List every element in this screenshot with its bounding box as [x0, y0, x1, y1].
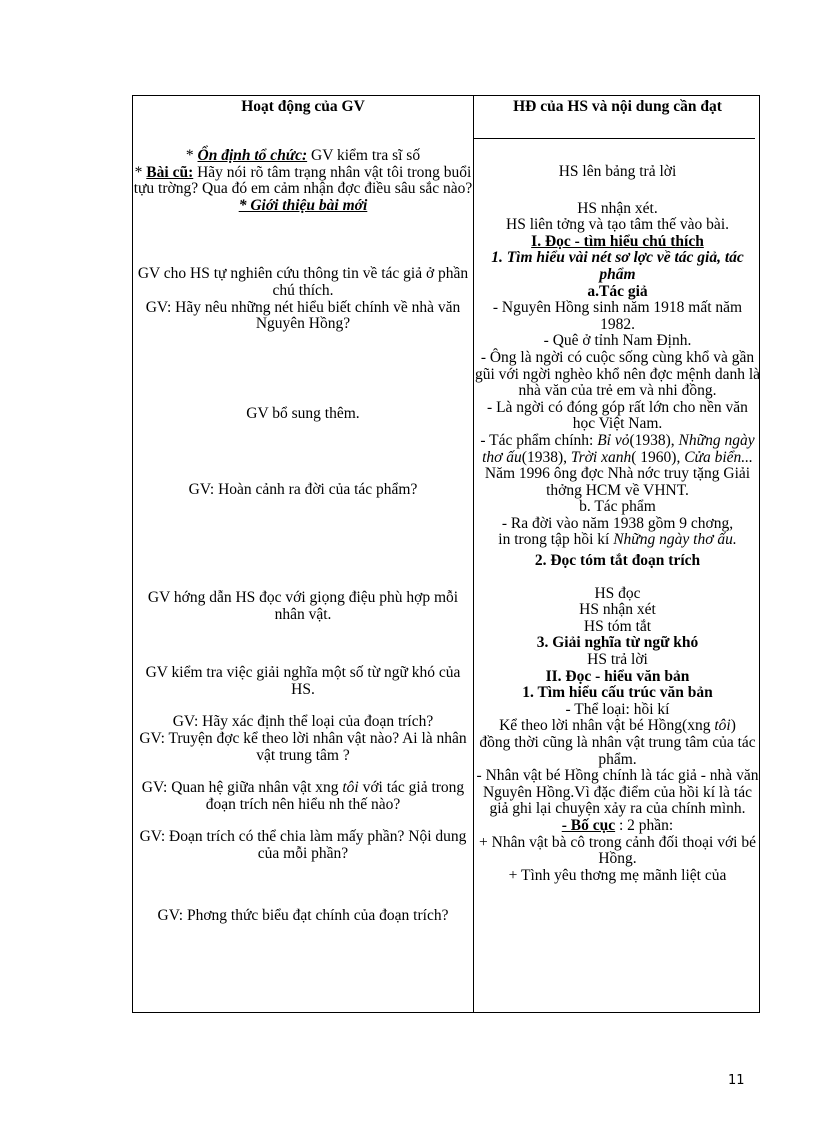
author-fact-2: - Quê ở tỉnh Nam Định.	[543, 332, 692, 350]
teacher-q7: GV: Hãy xác định thể loại của đoạn trích?	[172, 713, 434, 731]
student-hs4: HS trả lời	[587, 651, 648, 669]
character-author-line: - Nhân vật bé Hồng chính là tác giả - nhà văn Nguyên Hồng.Vì đặc điểm của hồi kí là tác giả ghi lại chuyện xảy ra của chính mình.	[476, 767, 759, 818]
structure-part-2: + Tình yêu thơng mẹ mãnh liệt của	[508, 866, 727, 884]
subheading-2: 2. Đọc tóm tắt đoạn trích	[534, 552, 701, 570]
student-r1: HS lên bảng trả lời	[558, 163, 677, 180]
narrator-line: Kể theo lời nhân vật bé Hồng(xng tôi)	[499, 717, 736, 735]
on-dinh-line: * Ổn định tổ chức: GV kiểm tra sĩ số	[185, 147, 421, 164]
header-student-activity: HĐ của HS và nội dung cần đạt	[513, 98, 722, 115]
header-teacher-activity: Hoạt động của GV	[241, 98, 365, 115]
teacher-q8: GV: Truyện đợc kể theo lời nhân vật nào? Ai là nhân vật trung tâm ?	[139, 729, 467, 764]
header-rule	[473, 138, 755, 139]
structure-line: - Bố cục : 2 phần:	[561, 816, 674, 834]
author-fact-1: - Nguyên Hồng sinh năm 1918 mất năm 1982.	[492, 299, 743, 333]
author-award: Năm 1996 ông đợc Nhà nớc truy tặng Giải thởng HCM về VHNT.	[484, 465, 751, 499]
page-number: 11	[728, 1073, 745, 1088]
genre-line: - Thể loại: hồi kí	[565, 700, 670, 718]
teacher-q6: GV kiểm tra việc giải nghĩa một số từ ngữ khó của HS.	[145, 664, 461, 698]
teacher-q2: GV: Hãy nêu những nét hiểu biết chính về nhà văn Nguyên Hồng?	[145, 298, 461, 333]
bai-cu-label: Bài cũ:	[146, 163, 194, 181]
teacher-q1: GV cho HS tự nghiên cứu thông tin về tác giả ở phần chú thích.	[137, 265, 469, 299]
tac-pham-heading: b. Tác phẩm	[579, 498, 656, 516]
gioi-thieu-bai-moi: * Giới thiệu bài mới	[238, 196, 368, 214]
student-hs1: HS đọc	[594, 584, 641, 602]
section-heading-1: I. Đọc - tìm hiểu chú thích	[531, 232, 704, 250]
student-hs2: HS nhận xét	[579, 601, 656, 619]
author-fact-3: - Ông là ngời có cuộc sống cùng khổ và gần gũi với ngời nghèo khổ nên đợc mệnh danh là nhà văn của trẻ em và nhi đồng.	[474, 348, 761, 400]
student-r3: HS liên tởng và tạo tâm thế vào bài.	[506, 216, 729, 234]
subheading-1: 1. Tìm hiểu vài nét sơ lợc về tác giả, tác phẩm	[491, 249, 744, 283]
teacher-q11: GV: Phơng thức biểu đạt chính của đoạn trích?	[157, 907, 449, 925]
student-column	[474, 148, 761, 884]
on-dinh-label: Ổn định tổ chức:	[197, 147, 308, 164]
structure-part-1: + Nhân vật bà cô trong cảnh đối thoại với bé Hồng.	[479, 833, 756, 868]
teacher-q10: GV: Đoạn trích có thể chia làm mấy phần? Nội dung của mỗi phần?	[139, 828, 467, 862]
tac-gia-heading: a.Tác giả	[587, 282, 648, 300]
author-fact-4: - Là ngời có đóng góp rất lớn cho nền văn học Việt Nam.	[487, 398, 748, 433]
subheading-4: 1. Tìm hiểu cấu trúc văn bản	[522, 684, 713, 702]
teacher-q5: GV hớng dẫn HS đọc với giọng điệu phù hợp mỗi nhân vật.	[147, 588, 459, 623]
student-r2: HS nhận xét.	[577, 199, 658, 217]
work-fact-2: in trong tập hồi kí Những ngày thơ ấu.	[498, 531, 737, 549]
teacher-q9: GV: Quan hệ giữa nhân vật xng tôi với tác giả trong đoạn trích nên hiểu nh thế nào?	[141, 779, 465, 813]
teacher-column	[133, 148, 473, 925]
work-fact-1: - Ra đời vào năm 1938 gồm 9 chơng,	[501, 514, 734, 532]
central-character-line: đồng thời cũng là nhân vật trung tâm của tác phẩm.	[479, 734, 756, 768]
bai-cu-line: * Bài cũ: Hãy nói rõ tâm trạng nhân vật tôi trong buổi tựu trờng? Qua đó em cảm nhận đợc điều sâu sắc nào?	[133, 163, 473, 198]
lesson-table	[132, 95, 760, 1013]
author-works: - Tác phẩm chính: Bỉ vỏ(1938), Những ngày thơ ấu(1938), Trời xanh( 1960), Cửa biển...	[480, 431, 755, 466]
student-hs3: HS tóm tắt	[583, 617, 652, 635]
section-heading-2: II. Đọc - hiểu văn bản	[545, 667, 690, 685]
subheading-3: 3. Giải nghĩa từ ngữ khó	[536, 634, 699, 652]
teacher-q3: GV bổ sung thêm.	[246, 404, 360, 422]
teacher-q4: GV: Hoàn cảnh ra đời của tác phẩm?	[188, 481, 418, 499]
